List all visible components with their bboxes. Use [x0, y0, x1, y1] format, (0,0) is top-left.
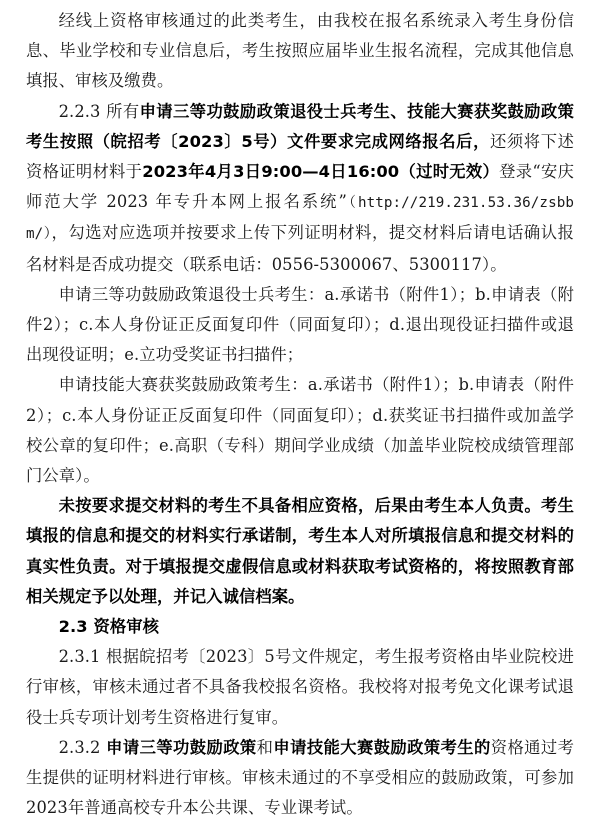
paragraph-text: ，勾选对应选项并按要求上传下列证明材料，提交材料后请电话确认报名材料是否成功提交（联系电话：0556-5300067、5300117）。 — [26, 223, 574, 274]
section-number: 2.2.3 所有 — [58, 101, 140, 121]
paragraph-text: 登录“安庆师范大学 2023 年专升本网上报名系统” — [26, 162, 575, 212]
paragraph-text: 资格通过考生提供的证明材料进行审核。审核未通过的不享受相应的鼓励政策，可参加2023年普通高校专升本公共课、专业课考试。 — [26, 737, 574, 818]
system-url-link[interactable]: （http://219.231.53.36/zsbbm/） — [26, 195, 574, 243]
section-number: 2.3.2 — [58, 737, 101, 757]
paragraph-online-review: 经线上资格审核通过的此类考生，由我校在报名系统录入考生身份信息、毕业学校和专业信息后，考生按照应届毕业生报名流程，完成其他信息填报、审核及缴费。 — [26, 11, 574, 91]
paragraph-veteran-materials: 申请三等功鼓励政策退役士兵考生：a.承诺书（附件1）；b.申请表（附件2）；c.本人身份证正反面复印件（同面复印）；d.退出现役证扫描件或退出现役证明；e.立功受奖证书扫描件； — [26, 284, 574, 365]
paragraph-2-3-2 — [26, 733, 574, 824]
paragraph-2-3-1: 2.3.1 根据皖招考〔2023〕5号文件规定，考生报考资格由毕业院校进行审核，审核未通过者不具备我校报名资格。我校将对报考免文化课考试退役士兵专项计划考生资格进行复审。 — [26, 647, 574, 727]
bold-requirement: 申请三等功鼓励政策退役士兵考生、技能大赛获奖鼓励政策考生按照（皖招考〔2023〕5号）文件要求完成网络报名后， — [26, 101, 574, 151]
section-heading-2-3: 2.3 资格审核 — [58, 617, 160, 637]
bold-deadline: 2023年4月3日9:00—4日16:00（过时无效） — [142, 162, 500, 182]
paragraph-skills-materials: 申请技能大赛获奖鼓励政策考生：a.承诺书（附件1）；b.申请表（附件2）；c.本人身份证正反面复印件（同面复印）；d.获奖证书扫描件或加盖学校公章的复印件；e.高职（专科）期间学业成绩（加盖毕业院校成绩管理部门公章）。 — [26, 375, 574, 486]
paragraph-2-2-3 — [26, 97, 574, 280]
bold-policy-1: 申请三等功鼓励政策 — [106, 737, 257, 757]
paragraph-text: 和 — [256, 737, 274, 757]
paragraph-text: 还须将下述资格证明材料于 — [26, 131, 574, 182]
paragraph-warning: 未按要求提交材料的考生不具备相应资格，后果由考生本人负责。考生填报的信息和提交的材料实行承诺制，考生本人对所填报信息和提交材料的真实性负责。对于填报提交虚假信息或材料获取考试资格的，将按照教育部相关规定予以处理，并记入诚信档案。 — [26, 496, 574, 606]
document-body — [26, 6, 574, 823]
bold-policy-2: 申请技能大赛鼓励政策考生的 — [273, 737, 491, 757]
